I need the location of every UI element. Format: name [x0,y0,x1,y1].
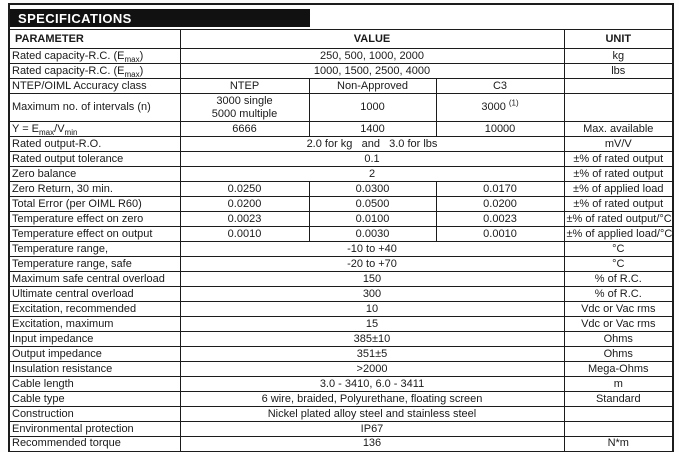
value-cell [180,332,564,347]
cell-text: 0.0010 [227,227,262,240]
parameter-cell [9,227,180,242]
unit-cell: ±% of applied load/°C [564,227,673,242]
cell-text: 6 wire, braided, Polyurethane, floating screen [261,392,483,405]
cell-text: 2.0 for kg and 3.0 for lbs [306,137,438,150]
unit-cell: N*m [564,437,673,452]
cell-text: 0.0170 [483,182,517,195]
cell-text: Input impedance [12,332,94,345]
value-cell [309,227,436,242]
value-cell [180,302,564,317]
cell-text: Y = E [12,122,40,135]
table-row [9,197,673,212]
unit-cell: ±% of rated output [564,167,673,182]
cell-text: Rated output tolerance [12,152,124,165]
parameter-cell [9,242,180,257]
table-row [9,407,673,422]
cell-text: Temperature range, [12,242,108,255]
unit-cell: Standard [564,392,673,407]
value-cell [180,137,564,152]
unit-cell: ±% of applied load [564,182,673,197]
cell-text: 385±10 [353,332,391,345]
value-cell [309,79,436,94]
table-row [9,347,673,362]
parameter-cell [9,122,180,137]
table-row [9,437,673,452]
value-cell [180,197,309,212]
parameter-cell [9,49,180,64]
cell-text: 0.0300 [355,182,390,195]
cell-text: 0.0200 [483,197,517,210]
unit-cell: Ohms [564,332,673,347]
cell-text: 1400 [360,122,385,135]
unit-cell: ±% of rated output/°C [564,212,673,227]
cell-text: 351±5 [356,347,388,360]
parameter-cell [9,407,180,422]
cell-text: Construction [12,407,74,420]
title-row [9,4,673,30]
cell-text: 0.1 [364,152,380,165]
unit-cell: % of R.C. [564,287,673,302]
subscript-text: min [64,127,78,137]
value-cell [180,79,309,94]
table-row [9,422,673,437]
table-row [9,94,673,122]
table-row [9,392,673,407]
table-row [9,64,673,79]
value-cell [180,392,564,407]
value-cell [180,94,309,122]
unit-cell: % of R.C. [564,272,673,287]
parameter-cell [9,137,180,152]
value-cell [436,79,564,94]
parameter-cell [9,182,180,197]
cell-text: Zero balance [12,167,77,180]
table-row [9,257,673,272]
value-cell [180,287,564,302]
cell-text: 1000, 1500, 2500, 4000 [313,64,431,77]
unit-cell: Ohms [564,347,673,362]
value-cell [180,122,309,137]
cell-text: Ultimate central overload [12,287,134,300]
parameter-cell [9,332,180,347]
cell-text: 0.0100 [355,212,390,225]
table-row [9,122,673,137]
cell-text: 300 [362,287,382,300]
cell-text: 0.0023 [227,212,262,225]
table-row [9,302,673,317]
value-cell [436,94,564,122]
value-cell [180,437,564,452]
parameter-cell [9,167,180,182]
parameter-cell [9,257,180,272]
column-header-parameter: PARAMETER [9,30,180,49]
table-row [9,377,673,392]
unit-cell: ±% of rated output [564,197,673,212]
cell-text: Rated capacity-R.C. (E [12,49,125,62]
cell-text: 2 [368,167,376,180]
value-cell [180,407,564,422]
value-cell [180,422,564,437]
cell-text: Total Error (per OIML R60) [12,197,142,210]
subscript-text: max [124,54,140,64]
cell-text: NTEP [229,79,260,92]
value-cell [180,167,564,182]
value-cell [309,197,436,212]
table-row [9,362,673,377]
column-header-unit: UNIT [564,30,673,49]
column-header-value: VALUE [180,30,564,49]
value-cell [309,122,436,137]
value-cell [436,227,564,242]
subscript-text: max [124,69,140,79]
table-row [9,272,673,287]
cell-text: Output impedance [12,347,102,360]
value-cell [180,152,564,167]
parameter-cell [9,212,180,227]
cell-text: Environmental protection [12,422,134,435]
parameter-cell [9,377,180,392]
cell-text: 10000 [484,122,516,135]
value-cell [180,49,564,64]
cell-text: Rated output-R.O. [12,137,102,150]
table-row [9,317,673,332]
cell-text: 10 [365,302,379,315]
cell-text: Rated capacity-R.C. (E [12,64,125,77]
parameter-cell [9,347,180,362]
value-cell [436,197,564,212]
cell-text: 0.0200 [227,197,262,210]
value-cell [309,212,436,227]
table-row [9,287,673,302]
cell-text: C3 [492,79,508,92]
value-cell [180,212,309,227]
parameter-cell [9,64,180,79]
parameter-cell [9,152,180,167]
cell-text: Insulation resistance [12,362,113,375]
unit-cell [564,422,673,437]
unit-cell [564,407,673,422]
table-row [9,79,673,94]
cell-text: Nickel plated alloy steel and stainless steel [267,407,477,420]
cell-text: Temperature range, safe [12,257,132,270]
value-cell [180,272,564,287]
unit-cell: °C [564,257,673,272]
unit-cell [564,79,673,94]
cell-text: Excitation, maximum [12,317,114,330]
value-cell [180,362,564,377]
cell-text: Temperature effect on zero [12,212,144,225]
cell-text: 0.0030 [355,227,390,240]
cell-text: -10 to +40 [347,242,397,255]
value-cell [309,94,436,122]
cell-text: 0.0250 [227,182,262,195]
spec-rows [9,49,673,452]
table-row [9,227,673,242]
cell-text: 1000 [360,101,385,113]
superscript-note: (1) [508,98,519,108]
cell-text: Zero Return, 30 min. [12,182,113,195]
cell-text: /V [54,122,65,135]
unit-cell: Mega-Ohms [564,362,673,377]
table-row [9,182,673,197]
cell-text: Cable type [12,392,65,405]
cell-text: Excitation, recommended [12,302,137,315]
table-row [9,167,673,182]
unit-cell: m [564,377,673,392]
cell-text: Temperature effect on output [12,227,153,240]
value-cell [436,122,564,137]
parameter-cell [9,422,180,437]
value-cell [180,317,564,332]
value-cell [436,212,564,227]
parameter-cell [9,287,180,302]
column-header-row [9,30,673,49]
cell-text: 3000 single [216,94,273,107]
cell-text: -20 to +70 [347,257,397,270]
value-cell [180,377,564,392]
table-row [9,212,673,227]
title-cell [9,4,673,30]
parameter-cell [9,362,180,377]
table-row [9,242,673,257]
cell-text: 0.0500 [355,197,390,210]
cell-text: 3000 [481,101,509,113]
specifications-table [8,3,674,452]
value-cell [180,227,309,242]
table-row [9,137,673,152]
page-title: SPECIFICATIONS [18,10,132,26]
cell-text: ) [139,49,144,62]
parameter-cell [9,302,180,317]
cell-text: 15 [365,317,379,330]
table-row [9,49,673,64]
unit-cell: mV/V [564,137,673,152]
cell-text: Recommended torque [12,437,121,450]
cell-text: 5000 multiple [211,107,278,120]
table-row [9,152,673,167]
subscript-text: max [39,127,55,137]
cell-text: 6666 [232,122,257,135]
unit-cell: °C [564,242,673,257]
value-cell [180,64,564,79]
value-cell [180,347,564,362]
cell-text: ) [139,64,144,77]
cell-text: 0.0023 [483,212,517,225]
table-row [9,332,673,347]
cell-text: 0.0010 [483,227,517,240]
cell-text: 3.0 - 3410, 6.0 - 3411 [319,377,425,390]
cell-text: Maximum safe central overload [12,272,165,285]
parameter-cell [9,197,180,212]
parameter-cell [9,437,180,452]
cell-text: IP67 [360,422,384,435]
value-cell [436,182,564,197]
value-cell [309,182,436,197]
cell-text: 136 [362,437,382,450]
parameter-cell [9,79,180,94]
parameter-cell [9,392,180,407]
unit-cell: kg [564,49,673,64]
specifications-title-bar [10,9,310,27]
unit-cell: lbs [564,64,673,79]
cell-text: Maximum no. of intervals (n) [12,101,151,113]
cell-text: 250, 500, 1000, 2000 [320,49,424,62]
unit-cell: ±% of rated output [564,152,673,167]
unit-cell: Vdc or Vac rms [564,317,673,332]
unit-cell: Max. available [564,122,673,137]
value-cell [180,242,564,257]
parameter-cell [9,317,180,332]
unit-cell: Vdc or Vac rms [564,302,673,317]
value-cell [180,182,309,197]
cell-text: NTEP/OIML Accuracy class [12,79,147,92]
parameter-cell [9,94,180,122]
cell-text: Cable length [12,377,74,390]
cell-text: 150 [362,272,382,285]
value-cell [180,257,564,272]
cell-text: Non-Approved [337,79,408,92]
cell-text: >2000 [356,362,388,375]
parameter-cell [9,272,180,287]
unit-cell [564,94,673,122]
